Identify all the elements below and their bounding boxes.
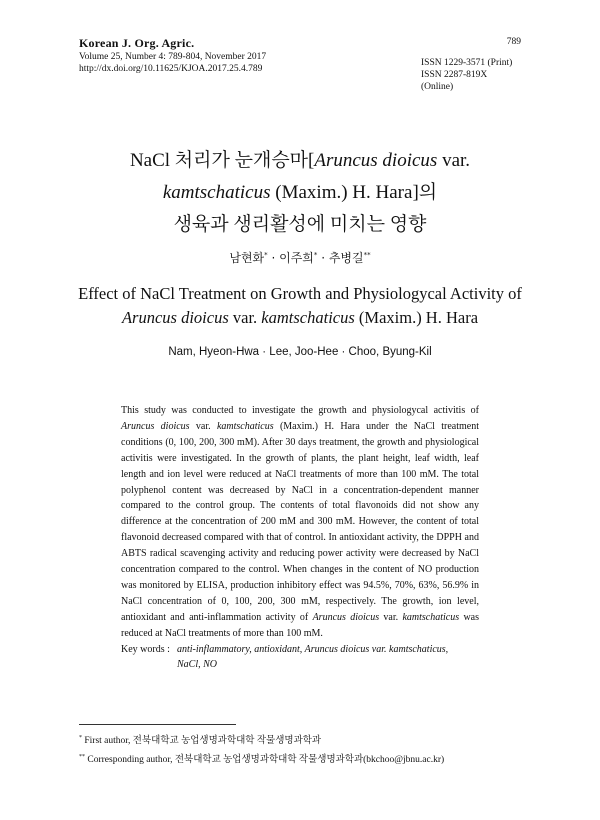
kr-author-1-mark: * — [264, 251, 268, 259]
kr-title-prefix: NaCl 처리가 눈개승마[ — [129, 150, 315, 171]
abstract-text: var. — [189, 420, 217, 432]
footnote-first-author — [79, 730, 444, 749]
abstract — [121, 403, 479, 642]
kr-author-3-mark: ** — [363, 251, 371, 259]
keywords — [121, 642, 491, 672]
kr-author-2: 이주희 — [279, 251, 314, 265]
kr-author-1: 남현화 — [229, 251, 265, 265]
abstract-text: var. — [379, 611, 403, 623]
footnote-text: Corresponding author, 전북대학교 농업생명과학대학 작물생명과학과(bkchoo@jbnu.ac.kr) — [85, 755, 445, 766]
page-number: 789 — [506, 37, 521, 47]
kr-title-authority: (Maxim.) H. Hara]의 — [270, 182, 438, 203]
abstract-variety: kamtschaticus — [402, 611, 460, 623]
en-title-line1: Effect of NaCl Treatment on Growth and Physiologycal Activity of — [78, 284, 522, 303]
keywords-label: Key words : — [121, 644, 170, 655]
abstract-text: (Maxim.) H. Hara under the NaCl treatment conditions (0, 100, 200, 300 mM). After 30 days treatment, the growth and physiological activitis were investigated. In the growth of plants, the plant height, leaf width, leaf length and ion level were reduced at NaCl treatments of more than 100 mM. The total polyphenol content was decreased by NaCl in a concentration-dependent manner compared to the control group. The contents of total flavonoids did not show any difference at the concentration of 200 mM and 300 mM. However, the content of total flavonoid decreased compared with that of control. In antioxidant activity, the DPPH and ABTS radical scavenging activity and reducing power activity were decreased by NaCl concentration compared to the control. When changes in the content of NO production was monitored by ELISA, production inhibitory effect was 94.5%, 70%, 63%, 56.9% in NaCl concentration of 0, 100, 200, 300 mM, respectively. The growth, ion level, antioxidant and anti-inflammation activity of — [121, 420, 479, 623]
footnote-divider — [79, 724, 236, 725]
journal-name: Korean J. Org. Agric. — [79, 36, 195, 50]
kr-title-species: Aruncus dioicus — [314, 150, 438, 171]
kr-author-separator: · — [317, 251, 329, 265]
kr-author-3: 추병길 — [328, 251, 364, 265]
volume-line: Volume 25, Number 4: 789-804, November 2017 — [79, 52, 267, 62]
kr-author-separator: · — [267, 251, 280, 265]
en-title-var: var. — [228, 308, 262, 327]
footnote-text: First author, 전북대학교 농업생명과학대학 작물생명과학과 — [82, 736, 322, 747]
doi-link[interactable]: http://dx.doi.org/10.11625/KJOA.2017.25.4.789 — [79, 64, 263, 74]
en-title-variety: kamtschaticus — [261, 308, 355, 327]
english-title — [0, 282, 600, 330]
footnotes — [79, 730, 444, 768]
en-title-authority: (Maxim.) H. Hara — [354, 308, 479, 327]
korean-authors — [0, 249, 600, 266]
keywords-line2: NaCl, NO — [177, 659, 218, 670]
kr-title-suffix: var. — [437, 150, 471, 171]
issn-print: ISSN 1229-3571 (Print) — [421, 58, 513, 68]
en-title-species: Aruncus dioicus — [121, 308, 229, 327]
korean-title — [0, 145, 600, 241]
abstract-species: Aruncus dioicus — [121, 420, 190, 432]
issn-online: ISSN 2287-819X (Online) — [421, 70, 488, 92]
kr-title-variety: kamtschaticus — [162, 182, 271, 203]
footnote-mark: * — [79, 735, 82, 741]
abstract-species: Aruncus dioicus — [312, 611, 380, 623]
english-authors: Nam, Hyeon-Hwa · Lee, Joo-Hee · Choo, Byung-Kil — [168, 346, 432, 358]
footnote-corresponding-author — [79, 749, 444, 768]
journal-header — [79, 36, 266, 75]
abstract-text: was reduced at NaCl treatments of more than 100 mM. — [121, 611, 479, 639]
abstract-text: This study was conducted to investigate the growth and physiologycal activitis of — [121, 405, 479, 416]
keywords-line1: anti-inflammatory, antioxidant, Aruncus dioicus var. kamtschaticus, — [177, 644, 449, 655]
abstract-variety: kamtschaticus — [216, 420, 274, 432]
footnote-mark: ** — [79, 754, 85, 761]
kr-author-2-mark: * — [313, 251, 318, 259]
issn-block — [421, 36, 521, 93]
kr-title-line3: 생육과 생리활성에 미치는 영향 — [173, 214, 427, 235]
